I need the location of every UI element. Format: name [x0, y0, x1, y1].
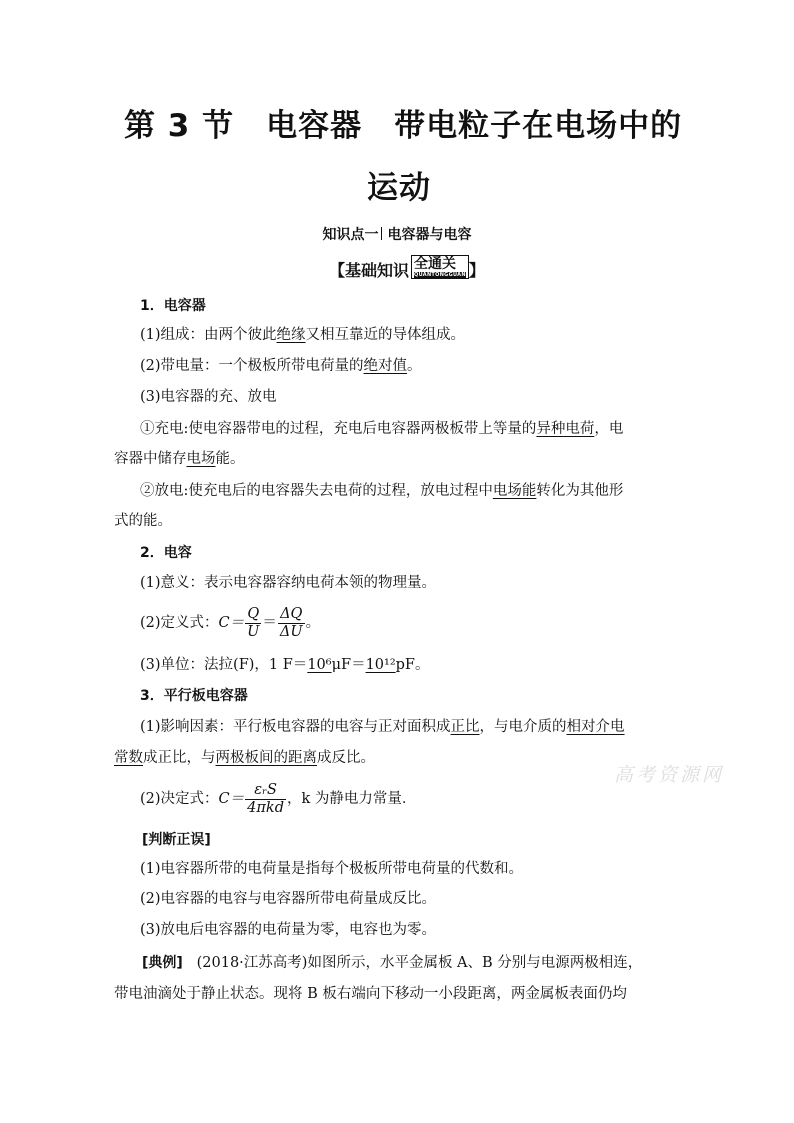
banner-badge-text: 全通关 [414, 256, 457, 272]
banner-badge-small: QUANTONGGUAN [414, 272, 466, 278]
text: (2)带电量：一个极板所带电荷量的 [140, 358, 364, 374]
example-label: [典例] [142, 955, 183, 971]
formula-text: C＝ [218, 615, 245, 631]
text: 又相互靠近的导体组成。 [305, 327, 466, 343]
banner-left: 【基础知识 [329, 261, 410, 280]
fraction [245, 782, 286, 817]
text: 成正比，与 [143, 750, 216, 766]
denominator: 4πkd [247, 799, 284, 816]
numerator: ΔQ [278, 606, 305, 624]
paragraph: 式的能。 [114, 513, 172, 529]
judge-heading: [判断正误] [142, 832, 211, 848]
numerator: Q [245, 606, 261, 624]
page-title-line1: 第 3 节 电容器 带电粒子在电场中的 [124, 108, 683, 144]
paragraph [140, 325, 465, 345]
paragraph: (1)意义：表示电容器容纳电荷本领的物理量。 [140, 575, 437, 591]
text: μF＝ [331, 657, 366, 673]
text: ，电 [594, 421, 624, 437]
text: 转化为其他形 [536, 483, 624, 499]
text: (2)决定式： [140, 791, 219, 807]
text: (2018·江苏高考)如图所示，水平金属板 A、B 分别与电源两极相连， [196, 955, 643, 971]
section-2-heading: 2．电容 [140, 545, 192, 561]
denominator: U [247, 623, 260, 640]
paragraph [114, 748, 375, 768]
separator [381, 227, 382, 240]
page-title-line2: 运动 [367, 170, 431, 206]
text: 成反比。 [317, 750, 375, 766]
paragraph [140, 655, 429, 675]
fraction [278, 606, 305, 641]
example-paragraph: 带电油滴处于静止状态。现将 B 板右端向下移动一小段距离，两金属板表面仍均 [114, 986, 627, 1002]
denominator: ΔU [279, 623, 303, 640]
underlined-answer: 绝缘 [276, 327, 306, 343]
underlined-answer: 两极板间的距离 [215, 750, 317, 766]
section-banner [329, 255, 485, 281]
text: (1)影响因素：平行板电容器的电容与正对面积成 [140, 719, 451, 735]
knowledge-point-title: 电容器与电容 [387, 227, 472, 243]
banner-right: 】 [468, 261, 485, 280]
text: 。 [305, 615, 321, 631]
underlined-answer: 10¹² [365, 657, 396, 673]
underlined-answer: 电场 [186, 451, 216, 467]
numerator: εᵣS [245, 782, 286, 800]
decision-formula [140, 779, 416, 819]
text: 容器中储存 [114, 451, 187, 467]
formula-text: ＝ [262, 615, 277, 631]
paragraph [140, 717, 625, 737]
judge-item: (1)电容器所带的电荷量是指每个极板所带电荷量的代数和。 [140, 861, 524, 877]
text: (2)定义式： [140, 615, 219, 631]
text: 能。 [215, 451, 245, 467]
text: (1)组成：由两个彼此 [140, 327, 277, 343]
banner-badge [411, 255, 469, 279]
text: pF。 [395, 657, 430, 673]
text: 。 [407, 358, 422, 374]
paragraph [114, 449, 245, 469]
underlined-answer: 相对介电 [566, 719, 625, 735]
underlined-answer: 异种电荷 [536, 421, 595, 437]
section-1-heading: 1．电容器 [140, 298, 206, 314]
text: ，与电介质的 [479, 719, 567, 735]
knowledge-point-label: 知识点一 [322, 227, 379, 243]
text: ，k 为静电力常量． [286, 791, 417, 807]
definition-formula [140, 603, 320, 643]
watermark: 高考资源网 [614, 764, 725, 786]
text: ②放电:使充电后的电容器失去电荷的过程，放电过程中 [140, 483, 493, 499]
formula-text: C＝ [218, 791, 245, 807]
section-3-heading: 3．平行板电容器 [140, 688, 248, 704]
paragraph: (3)电容器的充、放电 [140, 389, 277, 405]
fraction [245, 606, 261, 641]
underlined-answer: 电场能 [492, 483, 537, 499]
underlined-answer: 正比 [450, 719, 480, 735]
knowledge-point-heading [0, 224, 794, 244]
underlined-answer: 10⁶ [307, 657, 332, 673]
judge-item: (3)放电后电容器的电荷量为零，电容也为零。 [140, 922, 437, 938]
text: ①充电:使电容器带电的过程，充电后电容器两极板带上等量的 [140, 421, 537, 437]
judge-item: (2)电容器的电容与电容器所带电荷量成反比。 [140, 891, 437, 907]
paragraph [140, 419, 623, 439]
text: (3)单位：法拉(F)，1 F＝ [140, 657, 308, 673]
underlined-answer: 绝对值 [363, 358, 408, 374]
example-paragraph [142, 953, 642, 973]
paragraph [140, 356, 422, 376]
underlined-answer: 常数 [114, 750, 143, 766]
paragraph [140, 481, 623, 501]
